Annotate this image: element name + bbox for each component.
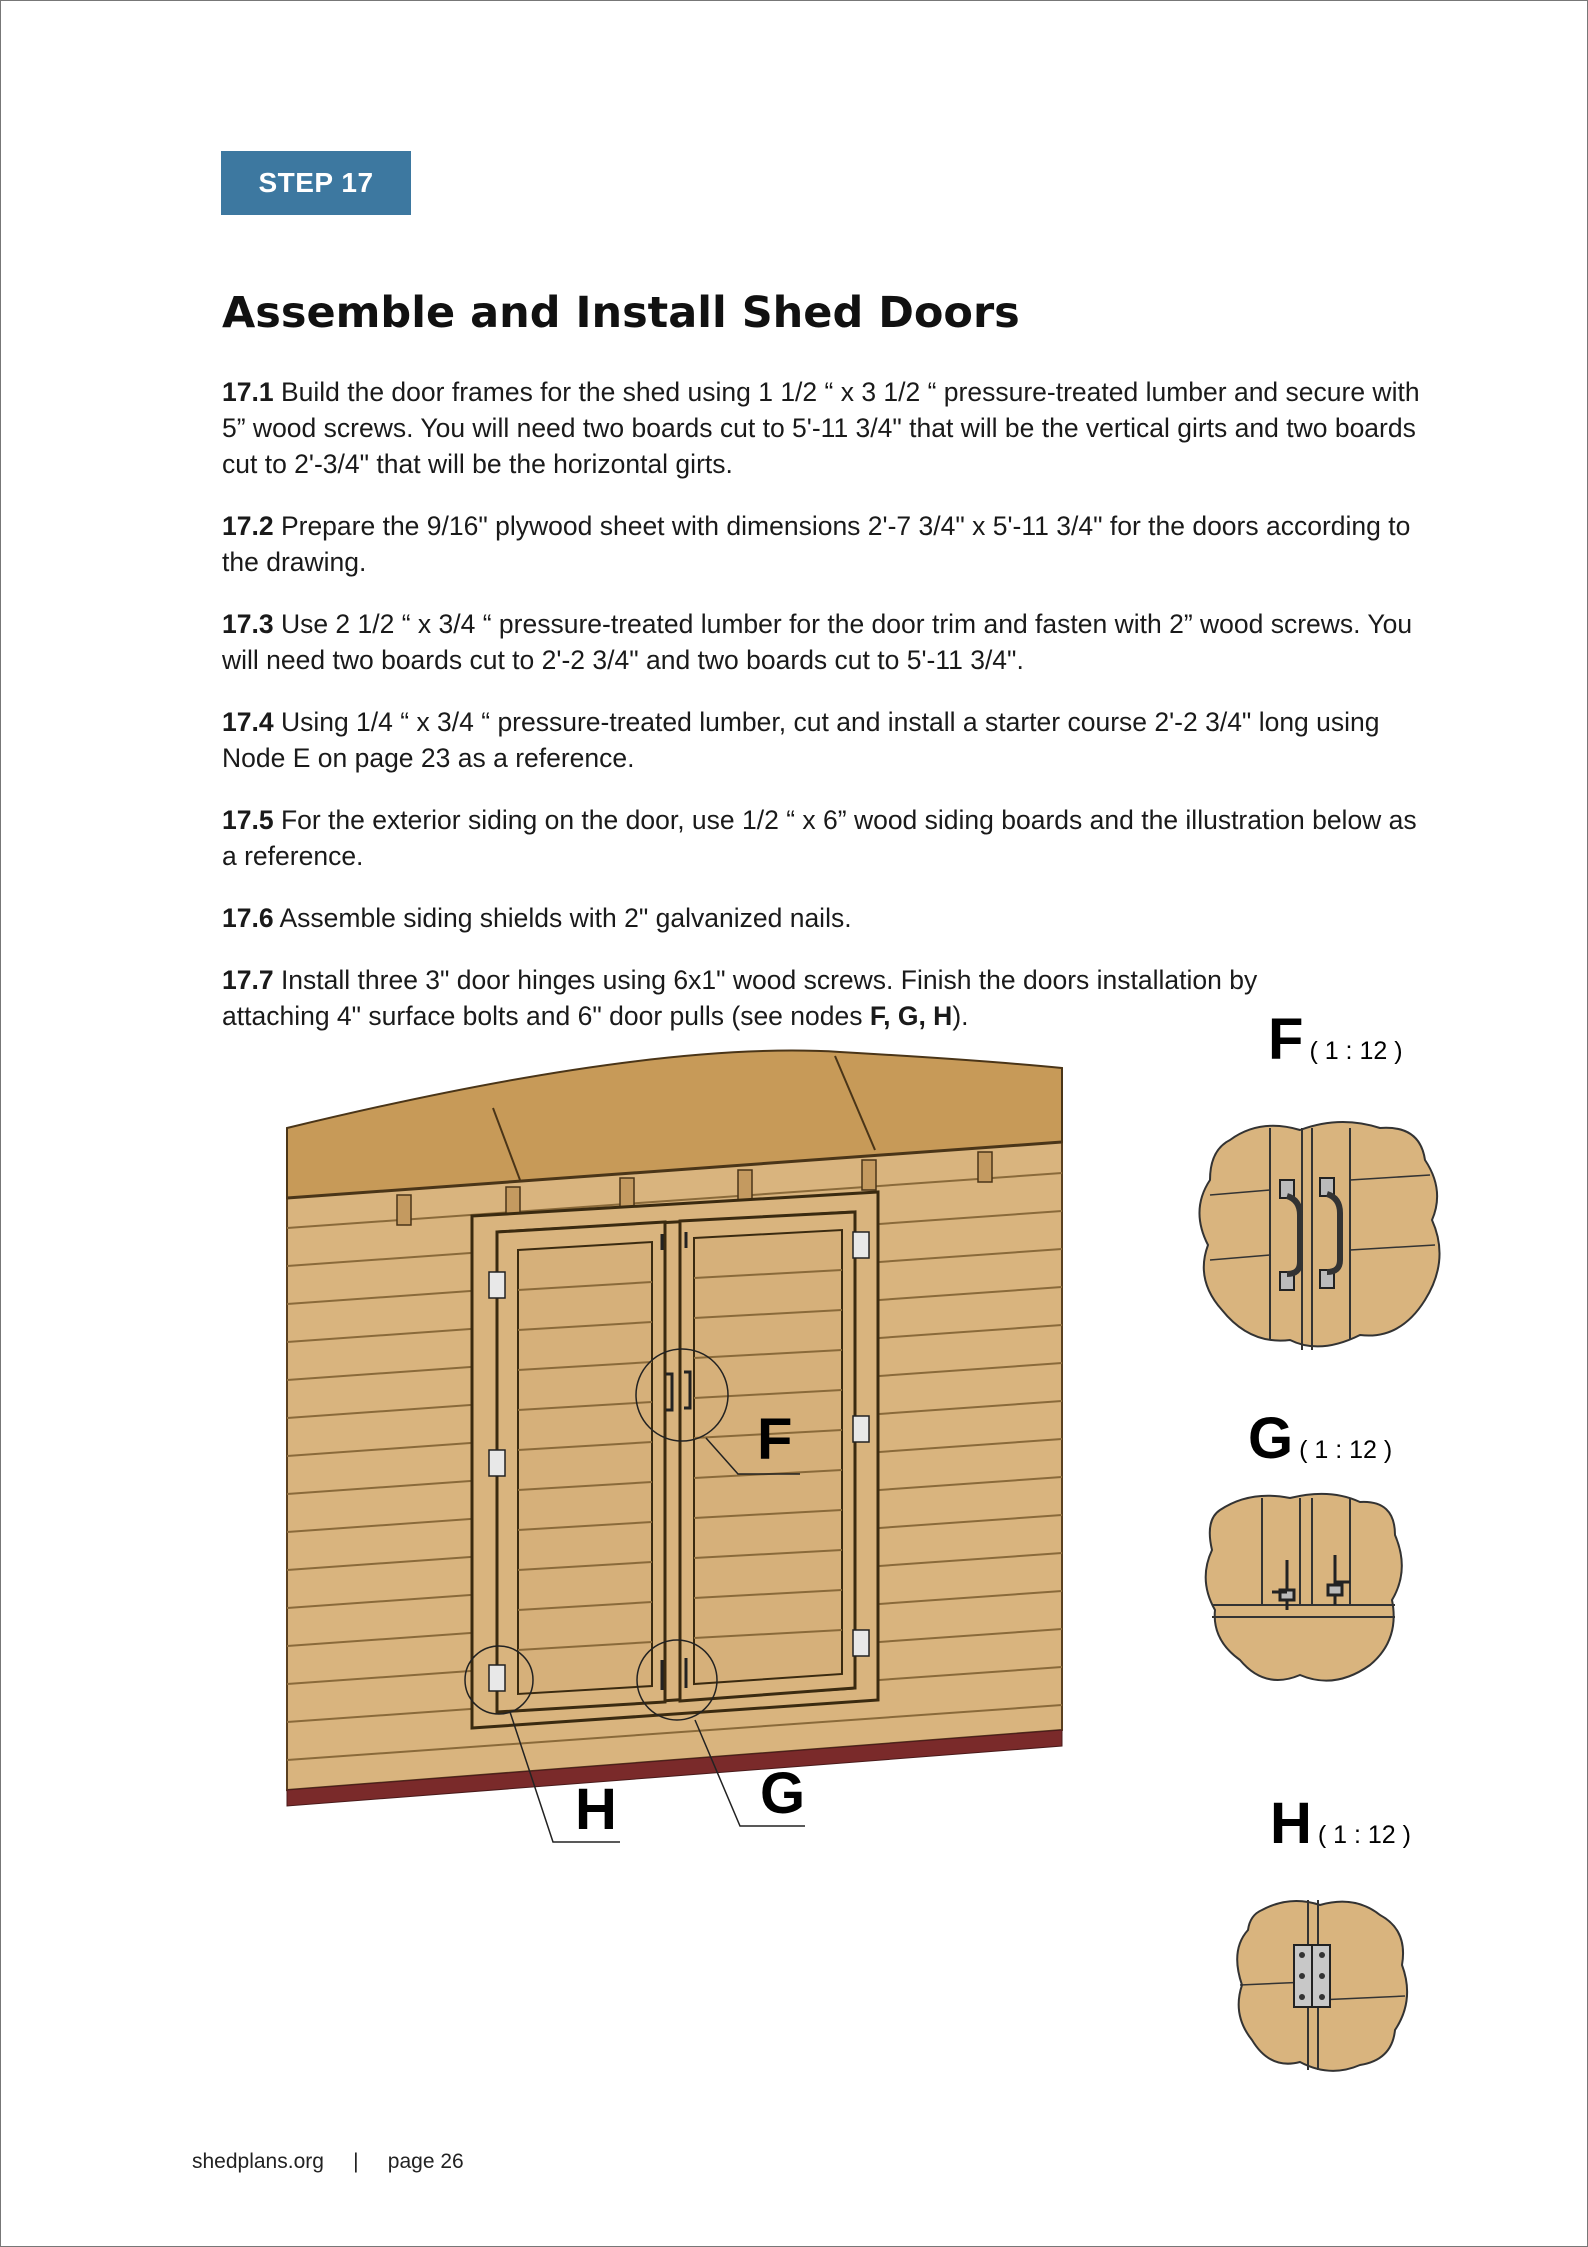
footer-separator: | bbox=[353, 2150, 359, 2173]
footer-page-number: page 26 bbox=[387, 2150, 464, 2173]
node-f-title: F ( 1 : 12 ) bbox=[1268, 1007, 1403, 1072]
node-reference: F, G, H bbox=[869, 1001, 953, 1031]
step-badge: STEP 17 bbox=[221, 151, 411, 215]
step-text: Using 1/4 “ x 3/4 “ pressure-treated lumber, cut and install a starter course 2'-2 3/4" long using Node E on page 23 as a reference. bbox=[222, 707, 1380, 773]
callout-label-g: G bbox=[760, 1761, 806, 1826]
step-text: Build the door frames for the shed using 1 1/2 “ x 3 1/2 “ pressure-treated lumber and secure with 5” wood screws. You will need two boards cut to 5'-11 3/4" that will be the vertical girts and two boards cut to 2'-3/4" that will be the horizontal girts. bbox=[222, 377, 1420, 479]
step-text: Assemble siding shields with 2" galvanized nails. bbox=[273, 903, 852, 933]
step-number: 17.4 bbox=[222, 707, 274, 737]
step-number: 17.6 bbox=[222, 903, 274, 933]
callout-label-f: F bbox=[757, 1407, 793, 1472]
step-text: Use 2 1/2 “ x 3/4 “ pressure-treated lumber for the door trim and fasten with 2” wood screws. You will need two boards cut to 2'-2 3/4" and two boards cut to 5'-11 3/4". bbox=[222, 609, 1413, 675]
step-text: Prepare the 9/16" plywood sheet with dimensions 2'-7 3/4" x 5'-11 3/4" for the doors according to the drawing. bbox=[222, 511, 1411, 577]
node-h-title: H ( 1 : 12 ) bbox=[1270, 1791, 1411, 1856]
page-footer bbox=[192, 2150, 464, 2174]
step-number: 17.7 bbox=[222, 965, 274, 995]
callout-label-h: H bbox=[575, 1777, 617, 1842]
footer-site: shedplans.org bbox=[192, 2150, 324, 2173]
step-text: Install three 3" door hinges using 6x1" wood screws. Finish the doors installation by attaching 4" surface bolts and 6" door pulls (see nodes bbox=[222, 965, 1258, 1031]
node-g-title: G ( 1 : 12 ) bbox=[1248, 1406, 1393, 1471]
page-title: Assemble and Install Shed Doors bbox=[222, 288, 1020, 338]
step-number: 17.1 bbox=[222, 377, 274, 407]
step-number: 17.3 bbox=[222, 609, 274, 639]
step-text: For the exterior siding on the door, use 1/2 “ x 6” wood siding boards and the illustration below as a reference. bbox=[222, 805, 1417, 871]
step-text-end: ). bbox=[952, 1001, 969, 1031]
step-number: 17.2 bbox=[222, 511, 274, 541]
step-number: 17.5 bbox=[222, 805, 274, 835]
